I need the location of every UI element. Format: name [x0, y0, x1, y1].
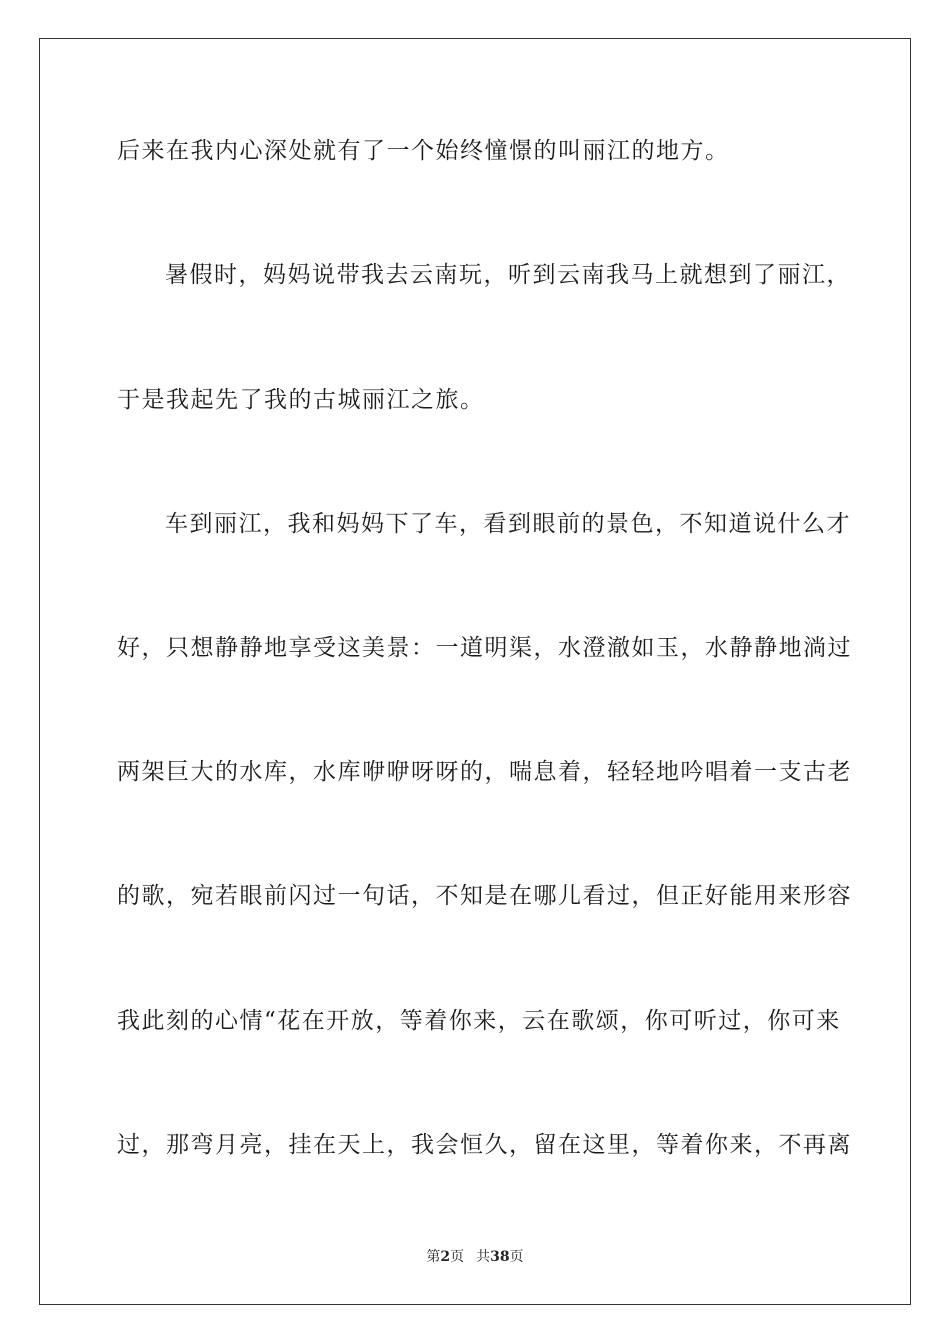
text-line-1: 后来在我内心深处就有了一个始终憧憬的叫丽江的地方。	[117, 138, 730, 164]
text-line-9: 过，那弯月亮，挂在天上，我会恒久，留在这里，等着你来，不再离	[117, 1132, 852, 1158]
page-suffix: 页	[450, 1249, 465, 1265]
text-line-4: 车到丽江，我和妈妈下了车，看到眼前的景色，不知道说什么才	[165, 511, 851, 537]
page-prefix: 第	[426, 1249, 441, 1265]
text-line-6: 两架巨大的水库，水库咿咿呀呀的，喘息着，轻轻地吟唱着一支古老	[117, 759, 852, 785]
text-line-5: 好，只想静静地享受这美景：一道明渠，水澄澈如玉，水静静地淌过	[117, 635, 852, 661]
text-line-8: 我此刻的心情“花在开放，等着你来，云在歌颂，你可听过，你可来	[117, 1008, 841, 1034]
page-number: 2	[440, 1249, 451, 1265]
total-suffix: 页	[509, 1249, 524, 1265]
total-pages: 38	[490, 1249, 510, 1265]
page-footer	[0, 1248, 950, 1266]
page-frame	[39, 38, 911, 1305]
text-line-7: 的歌，宛若眼前闪过一句话，不知是在哪儿看过，但正好能用来形容	[117, 883, 852, 909]
text-line-2: 暑假时，妈妈说带我去云南玩，听到云南我马上就想到了丽江，	[165, 262, 851, 288]
total-prefix: 共	[476, 1249, 491, 1265]
text-line-3: 于是我起先了我的古城丽江之旅。	[117, 387, 485, 413]
